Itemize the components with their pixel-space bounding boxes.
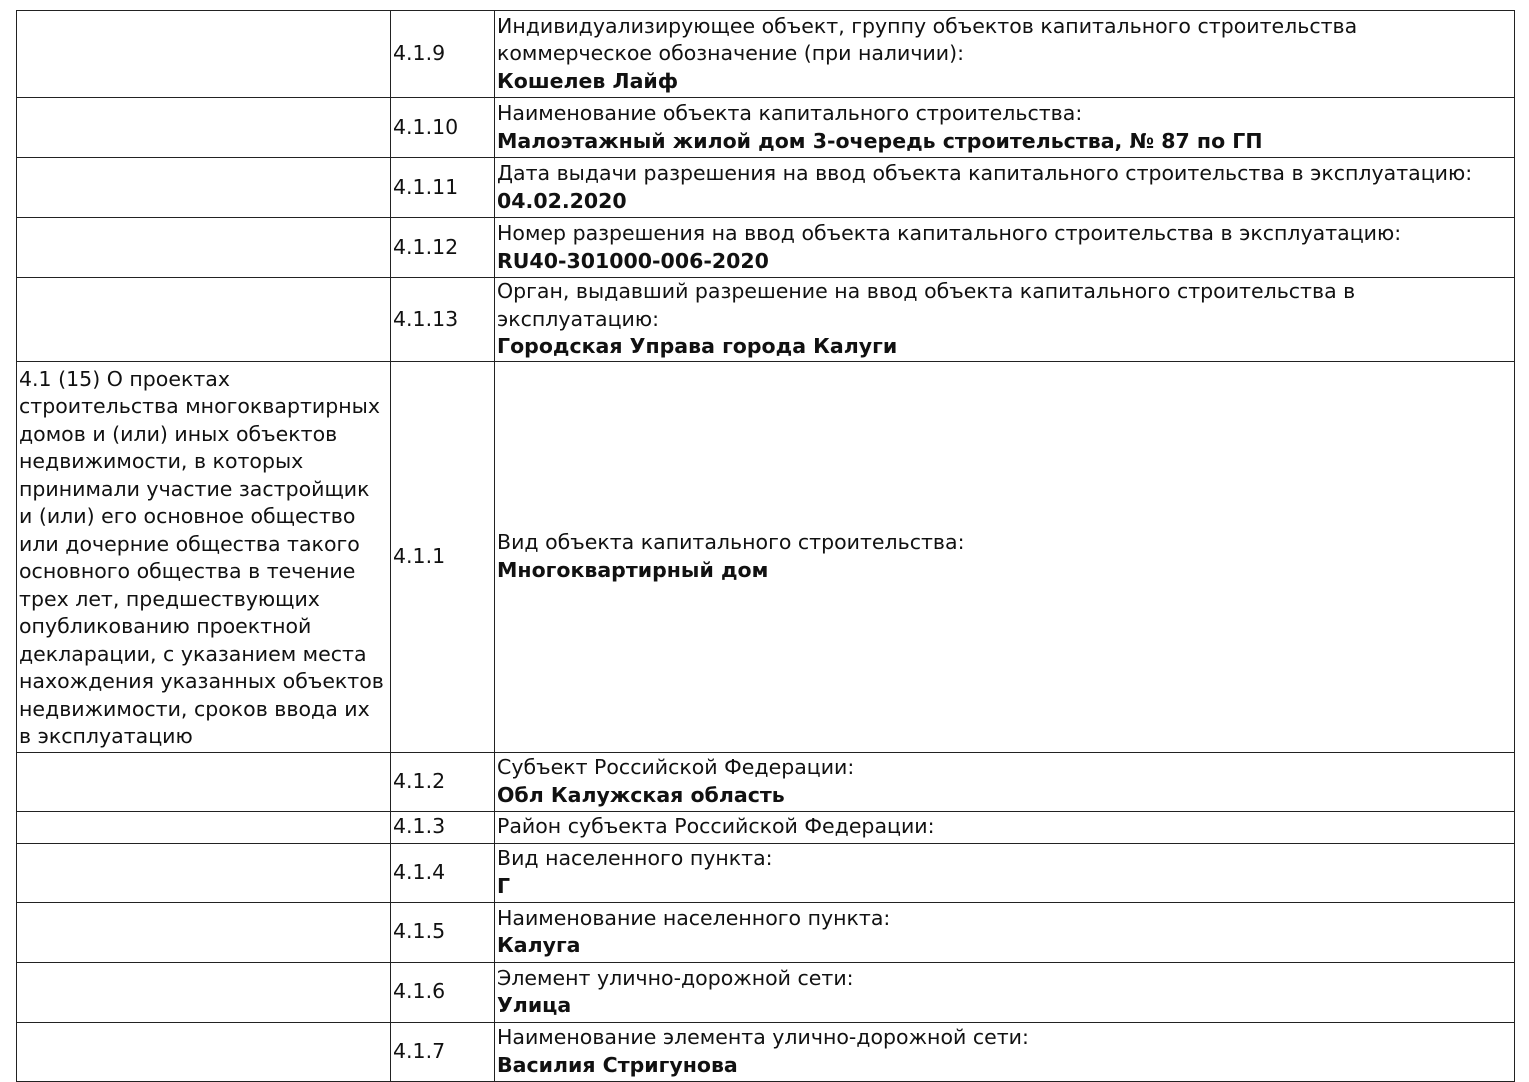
section-cell	[17, 1022, 391, 1081]
row-value: Г	[497, 873, 511, 898]
row-content	[495, 361, 1515, 752]
row-label: Район субъекта Российской Федерации:	[497, 814, 935, 839]
section-cell	[17, 902, 391, 962]
section-cell	[17, 752, 391, 811]
table-row	[17, 811, 1515, 843]
row-label: Дата выдачи разрешения на ввод объекта капитального строительства в эксплуатацию:	[497, 161, 1473, 185]
table-row	[17, 278, 1515, 362]
row-content	[495, 752, 1515, 811]
row-label: Наименование элемента улично-дорожной сети:	[497, 1025, 1029, 1049]
row-content	[495, 962, 1515, 1022]
table-row	[17, 902, 1515, 962]
row-number: 4.1.12	[391, 218, 495, 278]
row-content	[495, 843, 1515, 902]
section-cell	[17, 218, 391, 278]
section-cell	[17, 278, 391, 362]
table-row	[17, 361, 1515, 752]
row-content	[495, 218, 1515, 278]
table-row	[17, 843, 1515, 902]
row-number: 4.1.6	[391, 962, 495, 1022]
row-label: Вид населенного пункта:	[497, 846, 773, 870]
row-number: 4.1.3	[391, 811, 495, 843]
row-number: 4.1.10	[391, 98, 495, 158]
row-value: Калуга	[497, 933, 581, 957]
row-value: 04.02.2020	[497, 188, 627, 213]
row-value: RU40-301000-006-2020	[497, 248, 769, 273]
table-row	[17, 98, 1515, 158]
row-content	[495, 1022, 1515, 1081]
row-value: Кошелев Лайф	[497, 68, 679, 93]
row-label: Элемент улично-дорожной сети:	[497, 965, 854, 990]
row-content	[495, 158, 1515, 218]
row-value: Городская Управа города Калуги	[497, 334, 898, 358]
table-row	[17, 752, 1515, 811]
row-value: Улица	[497, 993, 572, 1017]
table-row	[17, 962, 1515, 1022]
row-value: Малоэтажный жилой дом 3-очередь строительства, № 87 по ГП	[497, 128, 1263, 153]
row-number: 4.1.4	[391, 843, 495, 902]
row-number: 4.1.9	[391, 11, 495, 98]
row-content	[495, 11, 1515, 98]
row-number: 4.1.5	[391, 902, 495, 962]
table-row	[17, 158, 1515, 218]
row-value: Обл Калужская область	[497, 782, 785, 807]
section-cell	[17, 811, 391, 843]
row-label: Наименование населенного пункта:	[497, 905, 891, 930]
row-label: Вид объекта капитального строительства:	[497, 530, 965, 554]
row-content	[495, 902, 1515, 962]
row-value: Многоквартирный дом	[497, 557, 769, 582]
row-label: Индивидуализирующее объект, группу объектов капитального строительства коммерческое обозначение (при наличии):	[497, 13, 1358, 66]
table-row	[17, 1022, 1515, 1081]
row-label: Номер разрешения на ввод объекта капитального строительства в эксплуатацию:	[497, 221, 1402, 245]
row-number: 4.1.13	[391, 278, 495, 362]
row-number: 4.1.7	[391, 1022, 495, 1081]
section-cell	[17, 98, 391, 158]
section-cell	[17, 11, 391, 98]
row-label: Орган, выдавший разрешение на ввод объекта капитального строительства в эксплуатацию:	[497, 279, 1356, 331]
row-content	[495, 811, 1515, 843]
row-number: 4.1.11	[391, 158, 495, 218]
section-cell	[17, 158, 391, 218]
row-label: Наименование объекта капитального строительства:	[497, 101, 1083, 125]
table-row	[17, 11, 1515, 98]
row-value: Василия Стригунова	[497, 1052, 738, 1077]
row-number: 4.1.2	[391, 752, 495, 811]
row-number: 4.1.1	[391, 361, 495, 752]
row-content	[495, 98, 1515, 158]
declaration-table	[16, 10, 1515, 1082]
row-label: Субъект Российской Федерации:	[497, 755, 855, 779]
section-cell	[17, 843, 391, 902]
row-content	[495, 278, 1515, 362]
section-title: 4.1 (15) О проектах строительства многоквартирных домов и (или) иных объектов недвижимости, в которых принимали участие застройщик и (или) его основное общество или дочерние общества такого основного общества в течение трех лет, предшествующих опубликованию проектной декларации, с указанием места нахождения указанных объектов недвижимости, сроков ввода их в эксплуатацию	[17, 361, 391, 752]
section-cell	[17, 962, 391, 1022]
table-row	[17, 218, 1515, 278]
